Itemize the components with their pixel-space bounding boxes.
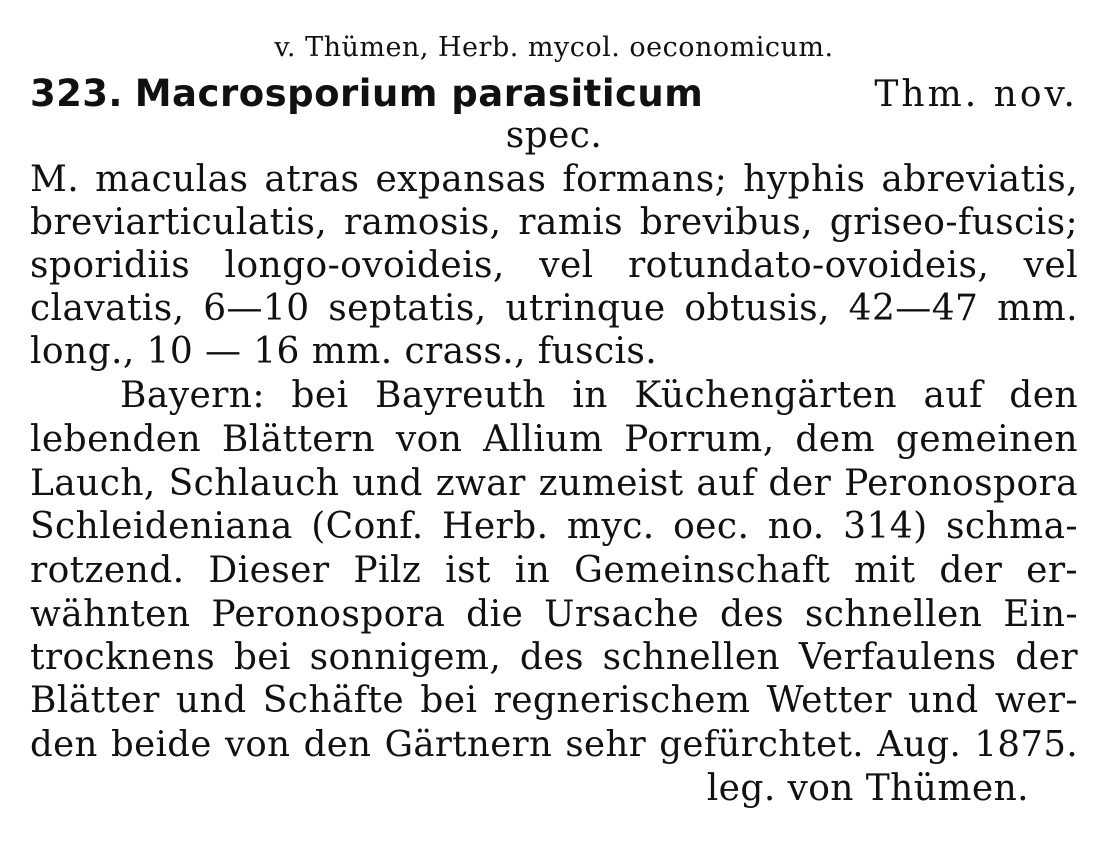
collector-signature: leg. von Thümen. <box>706 768 1029 809</box>
description-line: Blätter und Schäfte bei regnerischem Wetter und wer- <box>30 680 1078 721</box>
title-left <box>30 72 703 117</box>
description-line: trocknens bei sonnigem, des schnellen Verfaulens der <box>30 637 1078 678</box>
page-header: v. Thümen, Herb. mycol. oeconomicum. <box>274 32 834 63</box>
diagnosis-line: clavatis, 6—10 septatis, utrinque obtusis, 42—47 mm. <box>30 288 1078 329</box>
description-line: wähnten Peronospora die Ursache des schnellen Ein- <box>30 594 1078 635</box>
description-line: lebenden Blättern von Allium Porrum, dem gemeinen <box>30 419 1078 460</box>
diagnosis-line: breviarticulatis, ramosis, ramis brevibus, griseo-fuscis; <box>30 202 1078 243</box>
description-line: Schleideniana (Conf. Herb. myc. oec. no. 314) schma- <box>30 506 1078 547</box>
description-line: Lauch, Schlauch und zwar zumeist auf der Peronospora <box>30 463 1078 504</box>
diagnosis-line: M. maculas atras expansas formans; hyphis abreviatis, <box>30 159 1078 200</box>
species-number: 323. <box>30 72 123 115</box>
description-line: Bayern: bei Bayreuth in Küchengärten auf den <box>120 375 1078 416</box>
description-line: den beide von den Gärtnern sehr gefürchtet. Aug. 1875. <box>30 724 1078 765</box>
diagnosis-line: long., 10 — 16 mm. crass., fuscis. <box>30 331 658 372</box>
species-name: Macrosporium parasiticum <box>134 72 704 115</box>
diagnosis-line: sporidiis longo-ovoideis, vel rotundato-ovoideis, vel <box>30 245 1078 286</box>
species-author: Thm. nov. <box>874 74 1078 115</box>
description-line: rotzend. Dieser Pilz ist in Gemeinschaft mit der er- <box>30 550 1078 591</box>
species-title <box>30 72 1078 117</box>
title-continuation: spec. <box>505 115 603 156</box>
